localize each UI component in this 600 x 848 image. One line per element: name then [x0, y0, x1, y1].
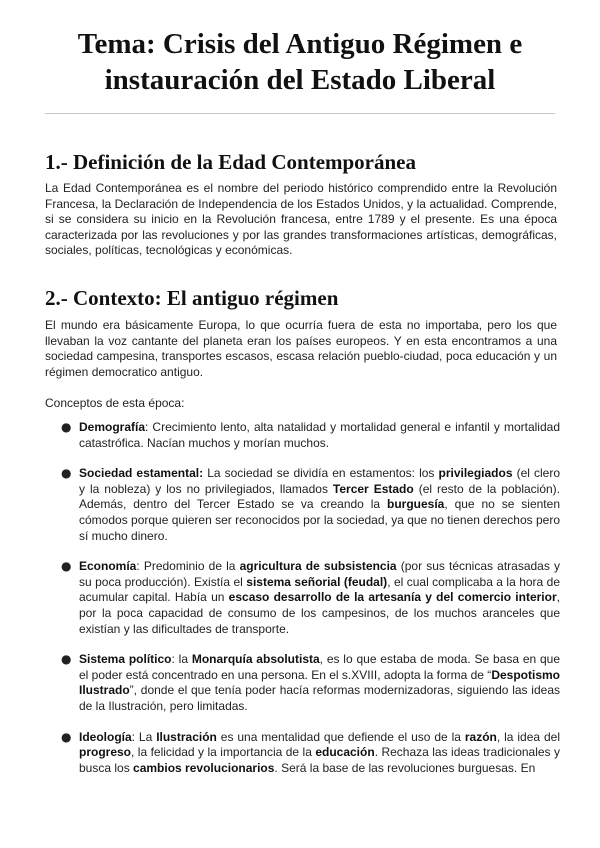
- list-item-sistema-politico: [45, 652, 560, 714]
- list-item-text: [79, 466, 560, 544]
- bullet-icon: ●: [61, 420, 72, 434]
- bold-term: educación: [315, 745, 375, 760]
- bold-term: Despotismo Ilustrado: [79, 667, 560, 698]
- section1-paragraph: La Edad Contemporánea es el nombre del periodo histórico comprendido entre la Revolución Francesa, la Declaración de Independencia de los Estados Unidos, y la actualidad. Comprende, si se considera su inicio en la Revolución francesa, entre 1789 y el presente. Es una época caracterizada por las revoluciones y por las grandes transformaciones artísticas, demográficas, sociales, políticas, tecnológicas y económicas.: [45, 181, 557, 258]
- bold-term: agricultura de subsistencia: [239, 559, 397, 574]
- item-text-segment: , la idea del: [496, 729, 560, 744]
- term-label: Demografía: [79, 420, 146, 434]
- item-text-segment: : Crecimiento lento, alta natalidad y mortalidad general e infantil y mortalidad catastrófica. Nacían muchos y morían muchos.: [79, 420, 560, 450]
- bold-term: burguesía: [386, 497, 445, 512]
- list-item-sociedad: [45, 466, 560, 544]
- bold-term: razón: [464, 729, 497, 744]
- list-item-text: [79, 652, 560, 714]
- bold-term: cambios revolucionarios: [133, 760, 275, 775]
- term-label: Ideología: [79, 729, 132, 744]
- list-item-demografia: [45, 420, 560, 451]
- item-text-segment: , el cual complicaba a la hora de acumular capital. Había un: [79, 574, 560, 605]
- item-text-segment: , que no se sienten cómodos porque quieren ser reconocidos por la sociedad, ya que no tienen derechos pero sí mucho dinero.: [79, 497, 560, 543]
- list-item-economia: [45, 559, 560, 637]
- item-text-segment: (el resto de la población). Además, dentro del Tercer Estado se va creando la: [79, 481, 560, 512]
- item-text-segment: : Predominio de la: [136, 559, 240, 574]
- item-text-segment: es una mentalidad que defiende el uso de la: [216, 729, 465, 744]
- section1-heading: 1.- Definición de la Edad Contemporánea: [45, 150, 417, 174]
- title-divider: [45, 113, 555, 114]
- item-text-segment: La sociedad se dividía en estamentos: los: [203, 466, 439, 481]
- list-item-ideologia: [45, 730, 560, 777]
- item-text-segment: , por la poca capacidad de consumo de los campesinos, de los muchos aranceles que existían y las dificultades de transporte.: [79, 590, 560, 636]
- term-label: Sociedad estamental:: [79, 466, 204, 481]
- item-text-segment: : la: [171, 652, 192, 667]
- list-item-text: [79, 559, 560, 637]
- item-text-segment: (por sus técnicas atrasadas y su poca producción). Existía el: [79, 559, 560, 589]
- bullet-icon: ●: [61, 652, 72, 667]
- bold-term: progreso: [79, 745, 132, 760]
- list-item-text: [79, 420, 560, 451]
- item-text-segment: , la felicidad y la importancia de la: [131, 745, 316, 760]
- bullet-icon: ●: [61, 559, 72, 574]
- concepts-intro: Conceptos de esta época:: [45, 396, 185, 410]
- bold-term: sistema señorial (feudal): [246, 574, 388, 589]
- term-label: Economía: [79, 559, 137, 574]
- concepts-list: [45, 420, 560, 791]
- term-label: Sistema político: [79, 652, 172, 667]
- item-text-segment: , es lo que estaba de moda. Se basa en que el poder está concentrado en una persona. En el s.XVIII, adopta la forma de “: [79, 652, 560, 682]
- bullet-icon: ●: [61, 729, 72, 744]
- section2-paragraph: El mundo era básicamente Europa, lo que ocurría fuera de esta no importaba, pero los que llevaban la voz cantante del planeta eran los países europeos. Y en esta encontramos a una sociedad campesina, transportes escasos, escasa relación pueblo-ciudad, poca educación y un régimen democratico antiguo.: [45, 318, 557, 379]
- item-text-segment: . Rechaza las ideas tradicionales y busca los: [79, 745, 560, 775]
- section2-heading: 2.- Contexto: El antiguo régimen: [45, 286, 339, 310]
- bold-term: Tercer Estado: [332, 481, 414, 496]
- list-item-text: [79, 730, 560, 777]
- item-text-segment: ”, donde el que tenía poder hacía reformas modernizadoras, siguiendo las ideas de la Ilustración, pero limitadas.: [79, 683, 560, 713]
- bullet-icon: ●: [61, 466, 72, 481]
- bold-term: privilegiados: [438, 466, 513, 481]
- bold-term: escaso desarrollo de la artesanía y del comercio interior: [228, 590, 557, 605]
- bold-term: Monarquía absolutista: [191, 652, 320, 667]
- item-text-segment: : La: [131, 729, 157, 744]
- item-text-segment: (el clero y la nobleza) y los no privilegiados, llamados: [79, 466, 561, 496]
- bold-term: Ilustración: [156, 729, 217, 744]
- item-text-segment: . Será la base de las revoluciones burguesas. En: [274, 760, 536, 775]
- page-title: Tema: Crisis del Antiguo Régimen e instauración del Estado Liberal: [77, 28, 523, 96]
